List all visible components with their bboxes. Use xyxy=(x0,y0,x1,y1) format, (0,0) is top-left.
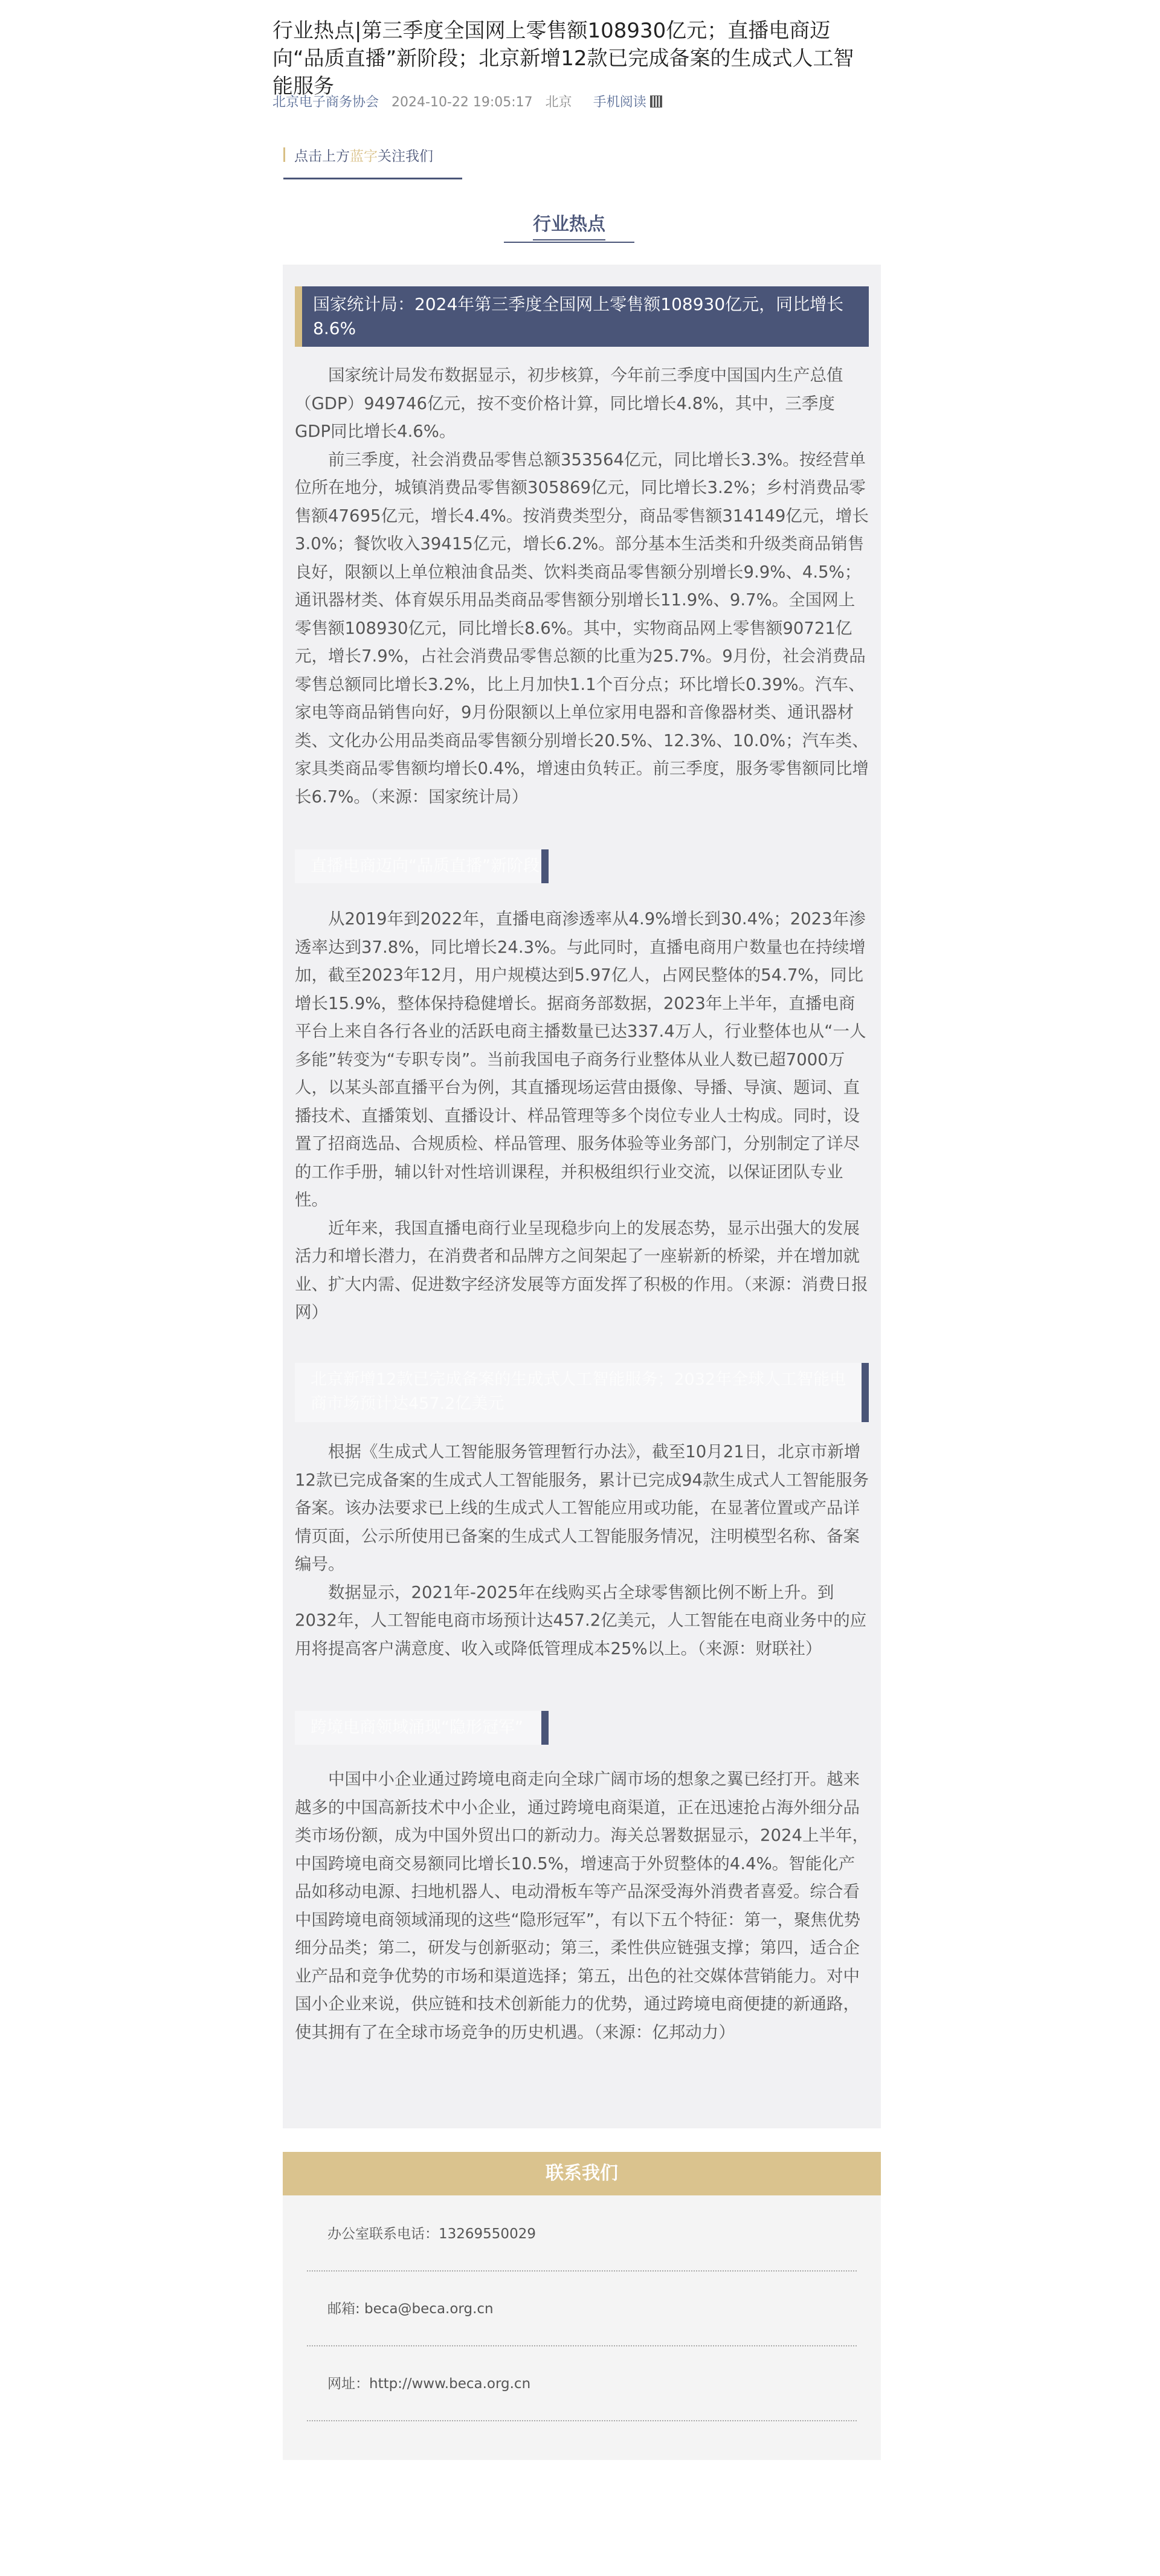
section-body-2 xyxy=(295,905,869,1327)
follow-text: 点击上方蓝字关注我们 xyxy=(294,149,433,164)
section-heading: 行业热点 xyxy=(504,211,634,243)
section-body-1 xyxy=(295,361,869,811)
subtitle-banner-4 xyxy=(295,1711,549,1745)
subtitle-end-bar xyxy=(541,1711,549,1745)
mobile-read-link[interactable]: 手机阅读 xyxy=(593,95,646,110)
publish-datetime: 2024-10-22 19:05:17 xyxy=(392,95,533,110)
paragraph: 数据显示，2021年-2025年在线购买占全球零售额比例不断上升。到2032年，人工智能电商市场预计达457.2亿美元，人工智能在电商业务中的应用将提高客户满意度、收入或降低管理成本25%以上。（来源：财联社） xyxy=(295,1582,867,1658)
contact-row-phone xyxy=(307,2195,857,2272)
heading-underline xyxy=(504,242,634,243)
paragraph: 从2019年到2022年，直播电商渗透率从4.9%增长到30.4%；2023年渗透率达到37.8%，同比增长24.3%。与此同时，直播电商用户数量也在持续增加，截至2023年12月，用户规模达到5.97亿人，占网民整体的54.7%，同比增长15.9%，整体保持稳健增长。据商务部数据，2023年上半年，直播电商平台上来自各行各业的活跃电商主播数量已达337.4万人，行业整体也从“一人多能”转变为“专职专岗”。当前我国电子商务行业整体从业人数已超7000万人，以某头部直播平台为例，其直播现场运营由摄像、导播、导演、题词、直播技术、直播策划、直播设计、样品管理等多个岗位专业人士构成。同时，设置了招商选品、合规质检、样品管理、服务体验等业务部门，分别制定了详尽的工作手册，辅以针对性培训课程，并积极组织行业交流，以保证团队专业性。 xyxy=(295,909,866,1209)
author-link[interactable]: 北京电子商务协会 xyxy=(272,95,379,110)
subtitle-banner-2 xyxy=(295,849,549,883)
paragraph: 近年来，我国直播电商行业呈现稳步向上的发展态势，显示出强大的发展活力和增长潜力，在消费者和品牌方之间架起了一座崭新的桥梁，并在增加就业、扩大内需、促进数字经济发展等方面发挥了积极的作用。（来源：消费日报网） xyxy=(295,1218,868,1322)
subtitle-accent-bar xyxy=(295,286,302,347)
contact-row-email xyxy=(307,2270,857,2346)
subtitle-text: 国家统计局：2024年第三季度全国网上零售额108930亿元，同比增长8.6% xyxy=(313,294,844,338)
phone-text: 办公室联系电话：13269550029 xyxy=(327,2226,536,2242)
contact-card xyxy=(283,2152,881,2460)
section-body-4 xyxy=(295,1765,869,2046)
contact-heading: 联系我们 xyxy=(546,2163,618,2184)
paragraph: 根据《生成式人工智能服务管理暂行办法》，截至10月21日，北京市新增12款已完成备案的生成式人工智能服务，累计已完成94款生成式人工智能服务备案。该办法要求已上线的生成式人工智能应用或功能，在显著位置或产品详情页面，公示所使用已备案的生成式人工智能服务情况，注明模型名称、备案编号。 xyxy=(295,1442,869,1574)
follow-highlight[interactable]: 蓝字 xyxy=(350,149,378,164)
news-panel xyxy=(283,265,881,2128)
paragraph: 中国中小企业通过跨境电商走向全球广阔市场的想象之翼已经打开。越来越多的中国高新技术中小企业，通过跨境电商渠道，正在迅速抢占海外细分品类市场份额，成为中国外贸出口的新动力。海关总署数据显示，2024上半年，中国跨境电商交易额同比增长10.5%，增速高于外贸整体的4.4%。智能化产品如移动电源、扫地机器人、电动滑板车等产品深受海外消费者喜爱。综合看中国跨境电商领域涌现的这些“隐形冠军”，有以下五个特征：第一，聚焦优势细分品类；第二，研发与创新驱动；第三，柔性供应链强支撑；第四，适合企业产品和竞争优势的市场和渠道选择；第五，出色的社交媒体营销能力。对中国小企业来说，供应链和技术创新能力的优势，通过跨境电商便捷的新通路，使其拥有了在全球市场竞争的历史机遇。（来源：亿邦动力） xyxy=(295,1769,869,2042)
email-text: 邮箱: beca@beca.org.cn xyxy=(327,2301,494,2317)
subtitle-end-bar xyxy=(541,849,549,883)
contact-header xyxy=(283,2152,881,2195)
contact-row-website xyxy=(307,2345,857,2421)
paragraph: 前三季度，社会消费品零售总额353564亿元，同比增长3.3%。按经营单位所在地分，城镇消费品零售额305869亿元，同比增长3.2%；乡村消费品零售额47695亿元，增长4.4%。按消费类型分，商品零售额314149亿元，增长3.0%；餐饮收入39415亿元，增长6.2%。部分基本生活类和升级类商品销售良好，限额以上单位粮油食品类、饮料类商品零售额分别增长9.9%、4.5%；通讯器材类、体育娱乐用品类商品零售额分别增长11.9%、9.7%。全国网上零售额108930亿元，同比增长8.6%。其中，实物商品网上零售额90721亿元，增长7.9%，占社会消费品零售总额的比重为25.7%。9月份，社会消费品零售总额同比增长3.2%，比上月加快1.1个百分点；环比增长0.39%。汽车、家电等商品销售向好，9月份限额以上单位家用电器和音像器材类、通讯器材类、文化办公用品类商品零售额分别增长20.5%、12.3%、10.0%；汽车类、家具类商品零售额均增长0.4%，增速由负转正。前三季度，服务零售额同比增长6.7%。（来源：国家统计局） xyxy=(295,449,869,807)
article-title: 行业热点|第三季度全国网上零售额108930亿元；直播电商迈向“品质直播”新阶段；北京新增12款已完成备案的生成式人工智能服务 xyxy=(272,19,854,98)
heading-underline-inner xyxy=(533,239,605,240)
subtitle-text: 北京新增12款已完成备案的生成式人工智能服务；2032年全球人工智能电商市场预计达457.2亿美元 xyxy=(311,1370,846,1413)
subtitle-text: 跨境电商领域涌现“隐形冠军” xyxy=(311,1718,523,1737)
section-body-3 xyxy=(295,1438,869,1663)
paragraph: 国家统计局发布数据显示，初步核算，今年前三季度中国国内生产总值（GDP）949746亿元，按不变价格计算，同比增长4.8%，其中，三季度GDP同比增长4.6%。 xyxy=(295,365,843,441)
publish-location: 北京 xyxy=(545,95,572,110)
follow-prompt xyxy=(283,138,462,179)
article-meta xyxy=(272,92,662,111)
qr-code-icon[interactable] xyxy=(650,95,662,108)
subtitle-end-bar xyxy=(862,1363,869,1422)
subtitle-text: 直播电商迈向“品质直播”新阶段 xyxy=(311,857,540,875)
website-text: 网址：http://www.beca.org.cn xyxy=(327,2376,531,2392)
subtitle-banner-1 xyxy=(295,286,869,347)
follow-bar-decoration xyxy=(283,147,285,162)
subtitle-banner-3 xyxy=(295,1363,869,1422)
